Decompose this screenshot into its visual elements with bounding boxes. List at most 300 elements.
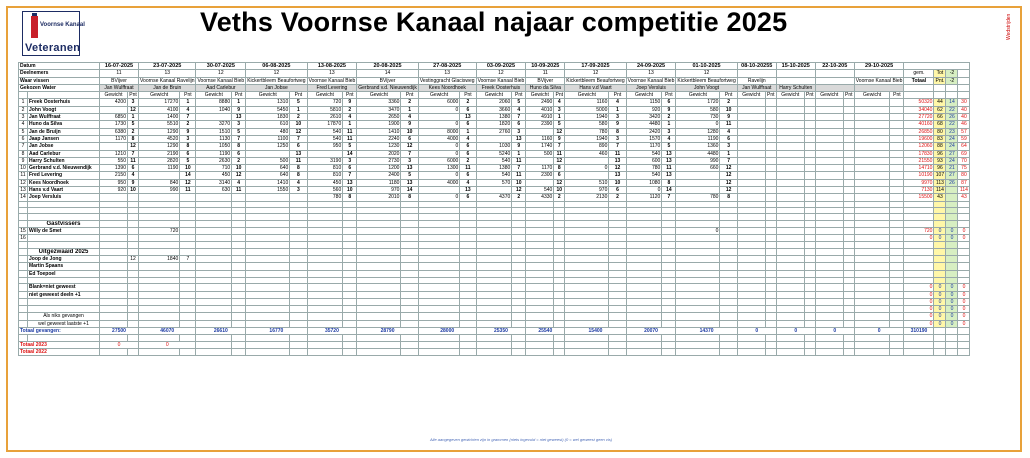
empty-cell — [804, 220, 815, 227]
club-logo — [22, 11, 85, 56]
weight-cell — [357, 235, 401, 242]
empty-cell — [804, 114, 815, 121]
empty-cell — [609, 313, 626, 320]
weight-cell: 840 — [139, 179, 180, 186]
empty-cell — [854, 165, 890, 172]
empty-cell — [737, 248, 765, 255]
empty-cell — [512, 284, 526, 291]
empty-cell — [565, 220, 609, 227]
empty-cell — [232, 284, 246, 291]
pnt-header: Pnt — [844, 92, 853, 99]
empty-cell — [128, 298, 139, 305]
minus2-points: 0 — [946, 235, 958, 242]
empty-cell — [804, 165, 815, 172]
points-cell: 2 — [290, 114, 307, 121]
empty-cell — [343, 348, 357, 355]
points-cell: 6 — [180, 150, 196, 157]
empty-cell — [776, 320, 804, 327]
empty-cell — [554, 291, 565, 298]
empty-cell — [765, 121, 776, 128]
minus2-points: 27 — [946, 150, 958, 157]
points-cell: 4 — [720, 128, 737, 135]
empty-cell — [737, 306, 765, 313]
empty-cell — [512, 291, 526, 298]
points-cell: 9 — [720, 114, 737, 121]
weight-cell: 0 — [676, 227, 720, 234]
empty-cell — [890, 135, 904, 142]
points-cell: 12 — [720, 187, 737, 194]
weight-cell — [476, 263, 512, 270]
total-points: 43 — [934, 194, 946, 201]
empty-cell — [854, 114, 890, 121]
empty-cell — [815, 150, 843, 157]
weight-cell — [565, 172, 609, 179]
points-cell — [460, 227, 476, 234]
weight-cell: 3660 — [476, 106, 512, 113]
table-row — [19, 248, 970, 255]
empty-cell — [418, 341, 459, 348]
weight-cell: 1250 — [246, 143, 290, 150]
empty-cell — [934, 348, 946, 355]
points-cell: 9 — [232, 106, 246, 113]
weight-cell: 1170 — [626, 143, 662, 150]
points-cell: 13 — [609, 157, 626, 164]
minus2-points: 21 — [946, 165, 958, 172]
weight-cell: 4910 — [526, 114, 554, 121]
empty-cell — [815, 106, 843, 113]
note-zero: 0 — [934, 291, 946, 298]
net-points: 40 — [958, 114, 970, 121]
points-cell: 10 — [720, 106, 737, 113]
weight-cell: 1280 — [676, 128, 720, 135]
empty-cell — [737, 194, 765, 201]
empty-cell — [307, 341, 343, 348]
points-cell: 4 — [343, 114, 357, 121]
empty-cell — [676, 220, 720, 227]
points-cell: 4 — [401, 114, 418, 121]
empty-cell — [946, 220, 958, 227]
empty-cell — [290, 348, 307, 355]
weight-cell: 5240 — [476, 150, 512, 157]
weight-cell: 2190 — [139, 150, 180, 157]
empty-cell — [554, 306, 565, 313]
points-cell: 2 — [720, 99, 737, 106]
weight-cell: 0 — [626, 187, 662, 194]
empty-cell — [565, 291, 609, 298]
weight-cell — [776, 227, 804, 234]
location-cell: Ravelijn — [737, 77, 776, 84]
weight-cell — [196, 256, 232, 263]
weight-cell — [307, 150, 343, 157]
empty-cell — [890, 341, 904, 348]
total-weight: 7130 — [904, 187, 934, 194]
weight-cell: 890 — [565, 143, 609, 150]
empty-cell — [934, 327, 946, 334]
empty-cell — [19, 220, 28, 227]
points-cell: 5 — [232, 128, 246, 135]
points-cell: 12 — [512, 187, 526, 194]
empty-cell — [128, 291, 139, 298]
weight-cell — [626, 256, 662, 263]
empty-cell — [815, 121, 843, 128]
empty-cell — [343, 306, 357, 313]
total-points: 0 — [934, 235, 946, 242]
table-row — [19, 327, 970, 334]
chosen-water-cell: Kees Noordhoek — [418, 84, 476, 91]
table-row — [19, 63, 970, 70]
points-cell: 10 — [343, 187, 357, 194]
weight-cell: 4520 — [139, 135, 180, 142]
empty-cell — [100, 348, 128, 355]
weight-cell — [526, 179, 554, 186]
weight-cell: 2130 — [565, 194, 609, 201]
points-cell: 7 — [720, 157, 737, 164]
empty-cell — [737, 187, 765, 194]
empty-cell — [626, 220, 662, 227]
empty-cell — [512, 313, 526, 320]
weight-cell: 4480 — [676, 150, 720, 157]
empty-cell — [343, 248, 357, 255]
player-name: Aad Carlebur — [28, 150, 100, 157]
weight-cell — [246, 270, 290, 277]
points-cell: 7 — [662, 194, 676, 201]
player-number: 6 — [19, 135, 28, 142]
empty-cell — [526, 320, 554, 327]
empty-cell — [737, 150, 765, 157]
points-cell: 7 — [128, 150, 139, 157]
empty-cell — [139, 313, 180, 320]
player-name: Kees Noordhoek — [28, 179, 100, 186]
player-name: Joep Versluis — [28, 194, 100, 201]
points-cell — [720, 263, 737, 270]
weight-cell: 1160 — [565, 99, 609, 106]
points-cell — [232, 256, 246, 263]
label-tot: Tot — [934, 70, 946, 77]
empty-cell — [460, 220, 476, 227]
note-zero: 0 — [934, 284, 946, 291]
points-cell: 12 — [720, 179, 737, 186]
weight-cell — [246, 235, 290, 242]
player-name: John Voogt — [28, 106, 100, 113]
weight-cell — [815, 256, 843, 263]
weight-cell: 6380 — [100, 128, 128, 135]
weight-cell — [246, 150, 290, 157]
empty-cell — [512, 298, 526, 305]
points-cell — [554, 256, 565, 263]
empty-cell — [776, 179, 804, 186]
total-points: 93 — [934, 157, 946, 164]
points-cell — [662, 235, 676, 242]
empty-cell — [804, 150, 815, 157]
date-header: 29-10-2025 — [854, 63, 904, 70]
empty-cell — [290, 298, 307, 305]
points-cell — [662, 256, 676, 263]
empty-cell — [100, 220, 128, 227]
total-points: 68 — [934, 121, 946, 128]
empty-cell — [776, 99, 804, 106]
empty-cell — [854, 143, 890, 150]
weight-cell — [357, 227, 401, 234]
net-points: 46 — [958, 121, 970, 128]
date-header: 08-10-20255 — [737, 63, 776, 70]
label-datum: Datum — [19, 63, 100, 70]
weight-cell — [676, 263, 720, 270]
participant-count: 14 — [357, 70, 419, 77]
weight-cell — [418, 270, 459, 277]
empty-cell — [720, 220, 737, 227]
note-zero: 0 — [958, 284, 970, 291]
empty-cell — [854, 179, 890, 186]
empty-cell — [815, 313, 843, 320]
weight-cell: 1200 — [357, 165, 401, 172]
empty-cell — [626, 341, 662, 348]
gewicht-header: Gewicht — [476, 92, 512, 99]
points-cell: 2 — [232, 157, 246, 164]
empty-cell — [843, 99, 854, 106]
total-points: 96 — [934, 165, 946, 172]
weight-cell: 1840 — [139, 256, 180, 263]
weight-cell: 1190 — [139, 165, 180, 172]
empty-cell — [720, 248, 737, 255]
points-cell: 3 — [401, 157, 418, 164]
pnt-header: Pnt — [343, 92, 357, 99]
points-cell — [609, 270, 626, 277]
weight-cell — [476, 256, 512, 263]
total-points: 88 — [934, 143, 946, 150]
points-cell — [180, 227, 196, 234]
empty-cell — [804, 172, 815, 179]
weight-cell: 710 — [196, 165, 232, 172]
empty-cell — [526, 341, 554, 348]
weight-cell — [418, 263, 459, 270]
empty-cell — [139, 320, 180, 327]
empty-cell — [343, 220, 357, 227]
points-cell: 11 — [290, 157, 307, 164]
points-cell: 11 — [662, 165, 676, 172]
empty-cell — [28, 92, 100, 99]
weight-cell: 780 — [626, 165, 662, 172]
points-cell — [401, 263, 418, 270]
points-cell: 8 — [720, 194, 737, 201]
weight-cell — [307, 235, 343, 242]
empty-cell — [804, 248, 815, 255]
empty-cell — [815, 143, 843, 150]
weight-cell: 1570 — [626, 135, 662, 142]
empty-cell — [626, 320, 662, 327]
weight-cell: 1290 — [139, 143, 180, 150]
empty-cell — [307, 298, 343, 305]
date-header: 27-08-2025 — [418, 63, 476, 70]
empty-cell — [290, 341, 307, 348]
weight-cell — [676, 172, 720, 179]
points-cell — [180, 270, 196, 277]
weight-cell — [776, 256, 804, 263]
weight-cell: 920 — [626, 106, 662, 113]
weight-cell — [476, 135, 512, 142]
empty-cell — [401, 341, 418, 348]
points-cell: 3 — [180, 135, 196, 142]
comp-total: 14370 — [676, 327, 737, 334]
table-row — [19, 165, 970, 172]
empty-cell — [737, 121, 765, 128]
weight-cell — [357, 256, 401, 263]
empty-cell — [815, 348, 843, 355]
weight-cell: 450 — [307, 179, 343, 186]
comp-total: 25350 — [476, 327, 526, 334]
empty-cell — [232, 220, 246, 227]
weight-cell: 3420 — [626, 114, 662, 121]
weight-cell — [737, 256, 765, 263]
empty-cell — [662, 313, 676, 320]
weight-cell: 2300 — [526, 172, 554, 179]
weight-cell — [246, 194, 290, 201]
label-gekozen: Gekozen Water — [19, 84, 100, 91]
location-cell: Voornse Kanaal Ravelijn — [140, 77, 195, 84]
empty-cell — [815, 220, 843, 227]
chosen-water-cell: Jan de Bruin — [139, 84, 196, 91]
empty-cell — [776, 291, 804, 298]
empty-cell — [776, 135, 804, 142]
empty-cell — [460, 248, 476, 255]
minus2-points: 24 — [946, 157, 958, 164]
points-cell: 7 — [554, 143, 565, 150]
points-cell: 1 — [609, 106, 626, 113]
weight-cell — [526, 235, 554, 242]
points-cell — [290, 270, 307, 277]
location-cell: Vestinggracht Glacisweg — [419, 77, 475, 84]
weight-cell — [476, 270, 512, 277]
note-label — [28, 306, 100, 313]
weight-cell — [476, 227, 512, 234]
empty-cell — [904, 270, 934, 277]
net-points: 0 — [958, 235, 970, 242]
comp-total: 27500 — [100, 327, 139, 334]
empty-cell — [946, 270, 958, 277]
empty-cell — [815, 179, 843, 186]
empty-cell — [357, 306, 401, 313]
empty-cell — [815, 135, 843, 142]
empty-cell — [246, 220, 290, 227]
empty-cell — [565, 348, 609, 355]
empty-cell — [307, 220, 343, 227]
note-zero: 0 — [934, 313, 946, 320]
empty-cell — [843, 194, 854, 201]
points-cell: 4 — [180, 106, 196, 113]
weight-cell — [737, 227, 765, 234]
empty-cell — [776, 194, 804, 201]
net-points: 43 — [958, 194, 970, 201]
total-points: 113 — [934, 179, 946, 186]
empty-cell — [854, 291, 890, 298]
points-cell — [554, 235, 565, 242]
empty-cell — [476, 220, 512, 227]
points-cell: 3 — [662, 128, 676, 135]
empty-cell — [720, 291, 737, 298]
player-name: Jan Wulffraat — [28, 114, 100, 121]
participant-count: 12 — [196, 70, 246, 77]
weight-cell: 5810 — [307, 106, 343, 113]
weight-cell: 0 — [418, 143, 459, 150]
empty-cell — [357, 284, 401, 291]
empty-cell — [196, 306, 232, 313]
empty-cell — [196, 298, 232, 305]
empty-cell — [804, 157, 815, 164]
table-row — [19, 114, 970, 121]
points-cell — [128, 194, 139, 201]
weight-cell — [196, 270, 232, 277]
table-row — [19, 284, 970, 291]
player-name: Huno da Silva — [28, 121, 100, 128]
net-points: 80 — [958, 172, 970, 179]
empty-cell — [401, 348, 418, 355]
rotated-note: Wedstrijden — [1006, 13, 1012, 40]
weight-cell: 3190 — [307, 157, 343, 164]
points-cell: 2 — [460, 157, 476, 164]
weight-cell — [526, 128, 554, 135]
table-row — [19, 306, 970, 313]
note-zero: 0 — [946, 291, 958, 298]
empty-cell — [526, 248, 554, 255]
empty-cell — [676, 341, 720, 348]
points-cell: 7 — [343, 172, 357, 179]
empty-cell — [946, 84, 958, 91]
points-cell: 4 — [128, 172, 139, 179]
weight-cell — [476, 235, 512, 242]
weight-cell: 2820 — [139, 157, 180, 164]
weight-cell: 1100 — [246, 135, 290, 142]
weight-cell: 1380 — [476, 165, 512, 172]
points-cell: 5 — [554, 121, 565, 128]
weight-cell: 1740 — [526, 143, 554, 150]
minus2-points: 23 — [946, 128, 958, 135]
empty-cell — [815, 320, 843, 327]
empty-cell — [890, 106, 904, 113]
note-zero: 0 — [904, 291, 934, 298]
weight-cell: 1400 — [139, 114, 180, 121]
empty-cell — [854, 187, 890, 194]
points-cell: 6 — [290, 143, 307, 150]
date-header: 23-07-2025 — [139, 63, 196, 70]
date-header: 06-08-2025 — [246, 63, 307, 70]
net-points: 114 — [958, 187, 970, 194]
weight-cell — [565, 270, 609, 277]
weight-cell: 630 — [196, 187, 232, 194]
weight-cell: 1160 — [526, 135, 554, 142]
weight-cell — [357, 270, 401, 277]
weight-cell: 4330 — [526, 194, 554, 201]
empty-cell — [765, 135, 776, 142]
weight-cell — [100, 256, 128, 263]
table-row — [19, 256, 970, 263]
points-cell: 13 — [290, 150, 307, 157]
points-cell — [460, 235, 476, 242]
table-row — [19, 99, 970, 106]
points-cell: 3 — [290, 187, 307, 194]
comp-total: 46070 — [139, 327, 196, 334]
empty-cell — [196, 248, 232, 255]
net-points: 40 — [958, 106, 970, 113]
empty-cell — [815, 341, 843, 348]
points-cell — [401, 235, 418, 242]
empty-cell — [815, 165, 843, 172]
empty-cell — [180, 291, 196, 298]
empty-cell — [180, 313, 196, 320]
empty-cell — [128, 313, 139, 320]
gewicht-header: Gewicht — [776, 92, 804, 99]
date-header: 15-10-2025 — [776, 63, 815, 70]
weight-cell — [418, 235, 459, 242]
points-cell — [128, 235, 139, 242]
